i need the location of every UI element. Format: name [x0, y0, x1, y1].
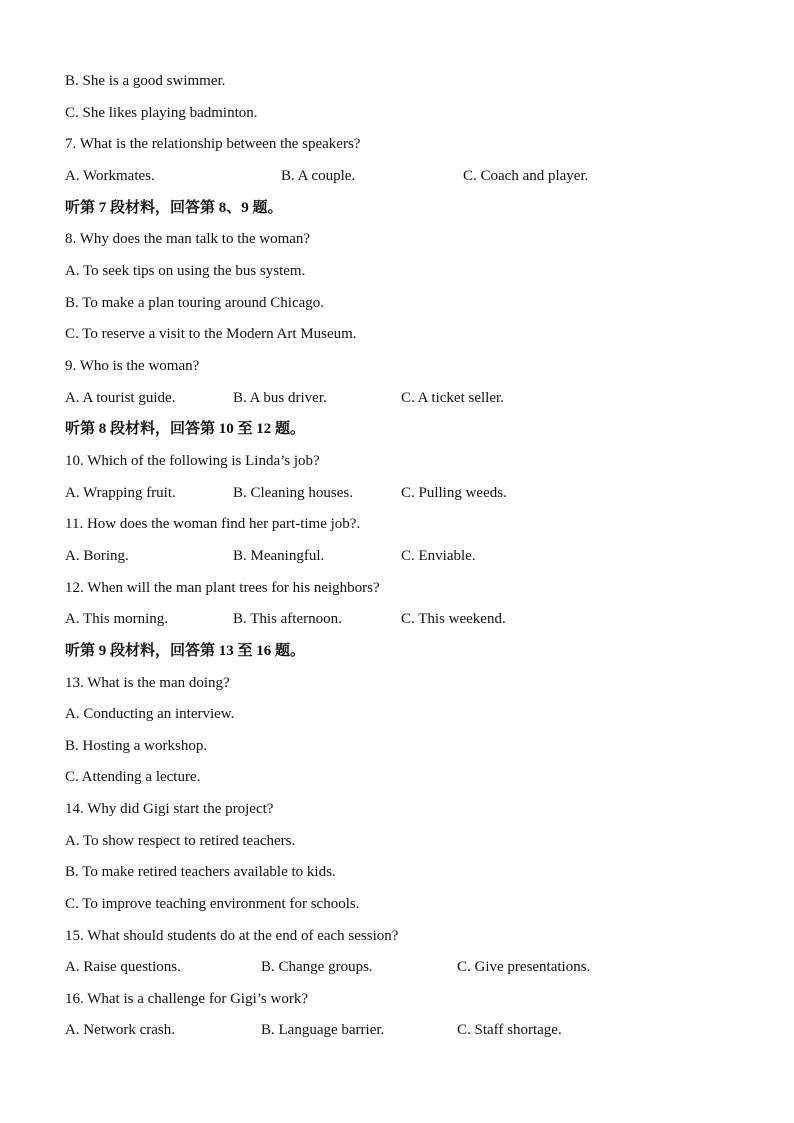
option-a: A. This morning.: [65, 611, 169, 627]
option-line: B. To make a plan touring around Chicago.: [65, 295, 325, 311]
option-line: A. To show respect to retired teachers.: [65, 833, 296, 849]
question-7: 7. What is the relationship between the speakers?: [65, 136, 361, 152]
option-b: B. Change groups.: [261, 959, 373, 975]
option-a: A. A tourist guide.: [65, 390, 176, 406]
option-c: C. Staff shortage.: [457, 1022, 562, 1038]
question-12: 12. When will the man plant trees for his neighbors?: [65, 580, 380, 596]
option-c: C. Pulling weeds.: [401, 485, 507, 501]
option-a: A. Wrapping fruit.: [65, 485, 176, 501]
option-line: B. To make retired teachers available to kids.: [65, 864, 336, 880]
option-b: B. A couple.: [281, 168, 356, 184]
option-line: C. She likes playing badminton.: [65, 105, 258, 121]
question-15: 15. What should students do at the end of each session?: [65, 928, 399, 944]
option-c: C. This weekend.: [401, 611, 506, 627]
option-line: B. Hosting a workshop.: [65, 738, 208, 754]
option-c: C. A ticket seller.: [401, 390, 504, 406]
option-b: B. This afternoon.: [233, 611, 342, 627]
question-13: 13. What is the man doing?: [65, 675, 230, 691]
question-14: 14. Why did Gigi start the project?: [65, 801, 274, 817]
option-c: C. Enviable.: [401, 548, 476, 564]
section-heading-7: 听第 7 段材料，回答第 8、9 题。: [65, 200, 283, 216]
option-b: B. Language barrier.: [261, 1022, 385, 1038]
option-a: A. Workmates.: [65, 168, 155, 184]
option-line: A. Conducting an interview.: [65, 706, 235, 722]
section-heading-9: 听第 9 段材料，回答第 13 至 16 题。: [65, 643, 306, 659]
option-b: B. A bus driver.: [233, 390, 327, 406]
option-c: C. Give presentations.: [457, 959, 591, 975]
option-c: C. Coach and player.: [463, 168, 589, 184]
question-16: 16. What is a challenge for Gigi’s work?: [65, 991, 308, 1007]
option-b: B. Meaningful.: [233, 548, 325, 564]
section-heading-8: 听第 8 段材料，回答第 10 至 12 题。: [65, 421, 306, 437]
option-line: C. Attending a lecture.: [65, 769, 201, 785]
option-b: B. Cleaning houses.: [233, 485, 353, 501]
option-line: C. To improve teaching environment for schools.: [65, 896, 360, 912]
option-a: A. Network crash.: [65, 1022, 175, 1038]
option-a: A. Raise questions.: [65, 959, 181, 975]
question-8: 8. Why does the man talk to the woman?: [65, 231, 311, 247]
question-11: 11. How does the woman find her part-time job?.: [65, 516, 361, 532]
question-10: 10. Which of the following is Linda’s job?: [65, 453, 320, 469]
question-9: 9. Who is the woman?: [65, 358, 200, 374]
option-line: A. To seek tips on using the bus system.: [65, 263, 306, 279]
option-a: A. Boring.: [65, 548, 129, 564]
option-line: B. She is a good swimmer.: [65, 73, 226, 89]
option-line: C. To reserve a visit to the Modern Art Museum.: [65, 326, 357, 342]
